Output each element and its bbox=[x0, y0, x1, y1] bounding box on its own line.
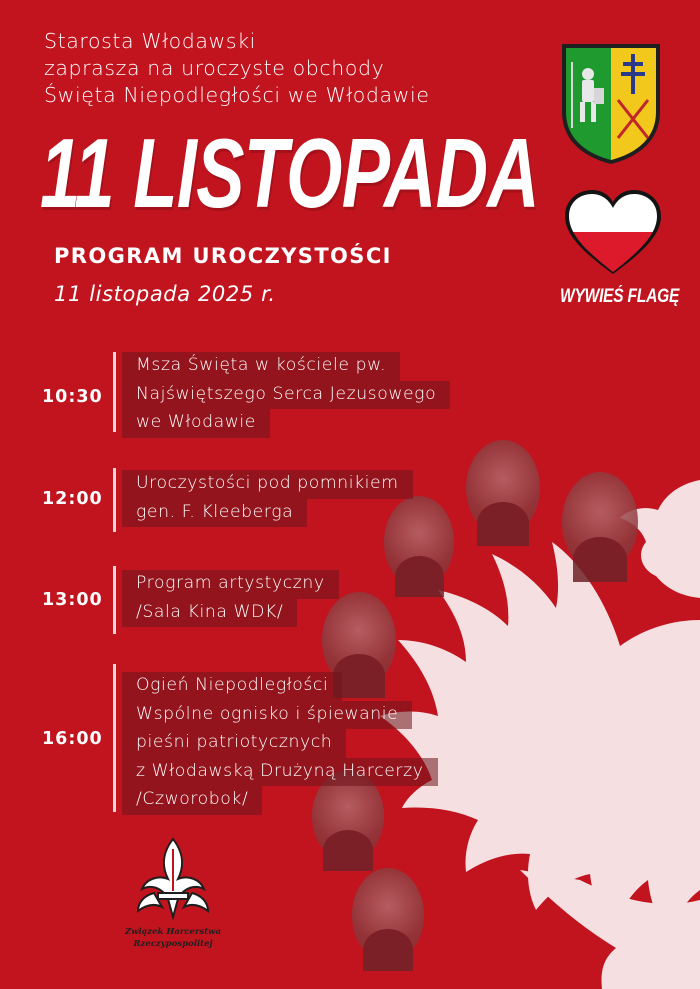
schedule-time: 10:30 bbox=[42, 387, 103, 407]
schedule-time: 12:00 bbox=[42, 489, 103, 509]
scouts-logo-line: Rzeczypospolitej bbox=[133, 939, 213, 949]
intro-line: Starosta Włodawski bbox=[44, 29, 256, 53]
schedule-line: Wspólne ognisko i śpiewanie bbox=[122, 701, 412, 730]
intro-line: zaprasza na uroczyste obchody bbox=[44, 56, 385, 80]
schedule-item bbox=[122, 672, 438, 815]
coat-of-arms-icon bbox=[560, 42, 662, 166]
schedule-item bbox=[122, 470, 413, 527]
intro-line: Święta Niepodległości we Włodawie bbox=[44, 83, 430, 107]
portrait-image bbox=[562, 472, 638, 572]
schedule-line: pieśni patriotycznych bbox=[122, 729, 346, 758]
scouts-logo-text bbox=[114, 926, 232, 950]
schedule-time: 16:00 bbox=[42, 729, 103, 749]
heart-flag-icon bbox=[565, 190, 661, 276]
schedule-item bbox=[122, 352, 450, 438]
schedule-line: z Włodawską Drużyną Harcerzy bbox=[122, 758, 438, 787]
portrait-image bbox=[466, 440, 540, 536]
schedule-divider bbox=[113, 566, 116, 634]
schedule-divider bbox=[113, 352, 116, 432]
schedule-line: Uroczystości pod pomnikiem bbox=[122, 470, 413, 499]
schedule-line: /Sala Kina WDK/ bbox=[122, 599, 297, 628]
schedule-line: Program artystyczny bbox=[122, 570, 339, 599]
schedule-line: gen. F. Kleeberga bbox=[122, 499, 307, 528]
schedule-line: /Czworobok/ bbox=[122, 786, 262, 815]
portrait-image bbox=[352, 868, 424, 962]
schedule-divider bbox=[113, 664, 116, 812]
intro-text bbox=[44, 28, 430, 109]
flag-campaign-label: WYWIEŚ FLAGĘ bbox=[560, 286, 680, 307]
schedule-line: Ogień Niepodległości bbox=[122, 672, 342, 701]
schedule-time: 13:00 bbox=[42, 590, 103, 610]
fleur-de-lis-icon bbox=[132, 835, 214, 921]
program-heading: PROGRAM UROCZYSTOŚCI bbox=[54, 244, 392, 268]
schedule-divider bbox=[113, 468, 116, 532]
schedule-line: Msza Święta w kościele pw. bbox=[122, 352, 400, 381]
schedule-line: Najświętszego Serca Jezusowego bbox=[122, 381, 450, 410]
schedule-item bbox=[122, 570, 339, 627]
scouts-logo-line: Związek Harcerstwa bbox=[125, 927, 221, 937]
main-title: 11 LISTOPADA bbox=[40, 118, 539, 228]
schedule-line: we Włodawie bbox=[122, 409, 270, 438]
program-date: 11 listopada 2025 r. bbox=[54, 282, 276, 306]
